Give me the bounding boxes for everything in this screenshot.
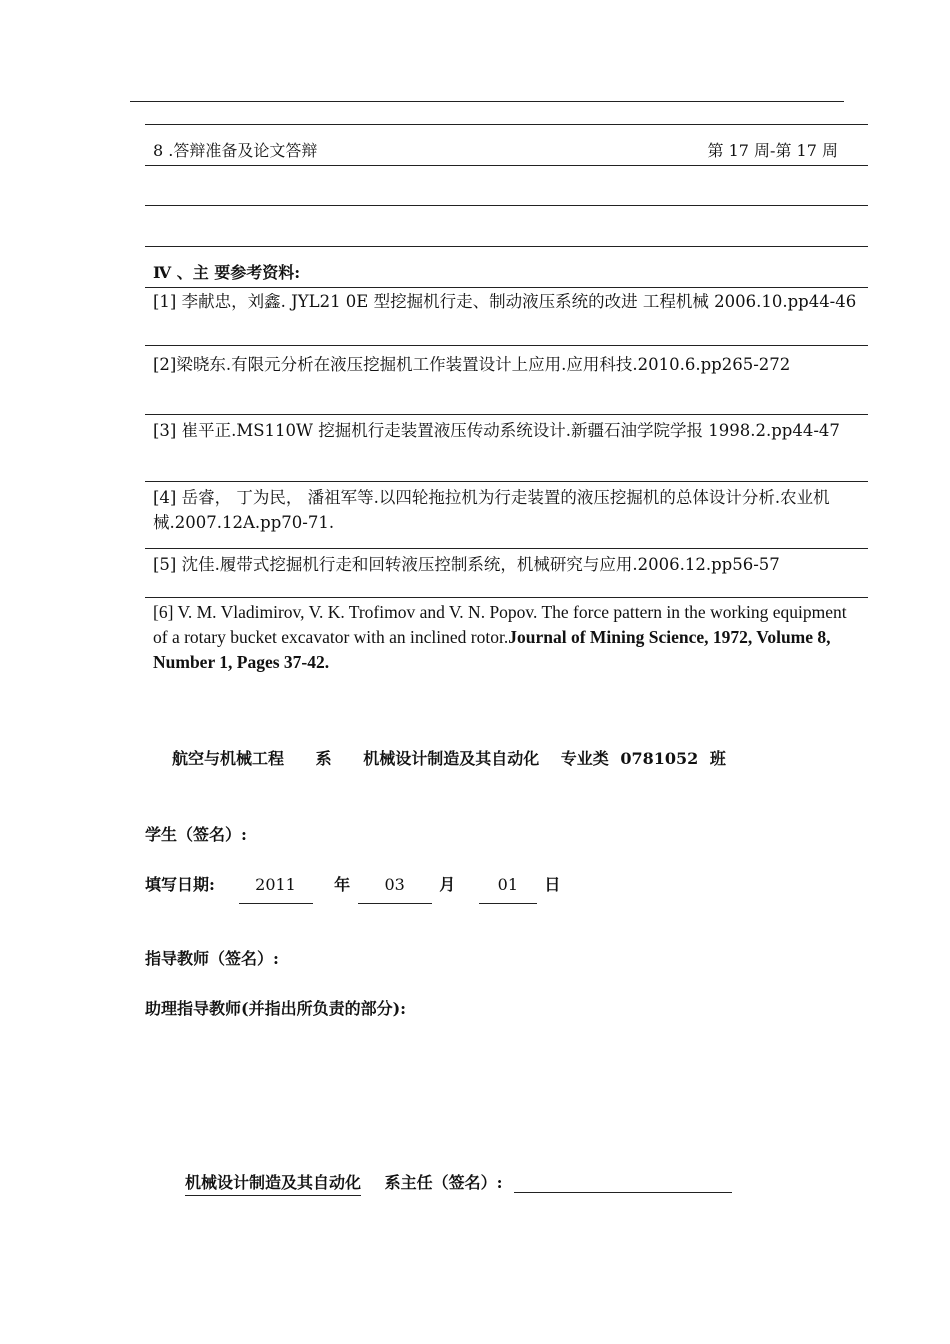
student-signature-label: 学生（签名）:: [145, 825, 247, 844]
reference-6: [153, 600, 861, 675]
header-rule: [130, 101, 844, 102]
table-rule: [145, 165, 868, 166]
table-rule: [145, 124, 868, 125]
reference-1: [1] 李献忠，刘鑫. JYL21 0E 型挖掘机行走、制动液压系统的改进 工程机械 2006.10.pp44-46: [153, 292, 857, 311]
table-rule: [145, 414, 868, 415]
table-rule: [145, 345, 868, 346]
table-rule: [145, 205, 868, 206]
reference-3: [3] 崔平正.MS110W 挖掘机行走装置液压传动系统设计.新疆石油学院学报 1998.2.pp44-47: [153, 421, 840, 440]
table-rule: [145, 548, 868, 549]
teacher-signature-label: 指导教师（签名）:: [145, 949, 279, 968]
assistant-teacher-label: 助理指导教师(并指出所负责的部分):: [145, 999, 407, 1018]
date-month: 03: [358, 875, 432, 904]
reference-5: [5] 沈佳.履带式挖掘机行走和回转液压控制系统，机械研究与应用.2006.12.pp56-57: [153, 555, 780, 574]
reference-6-text: [6] V. M. Vladimirov, V. K. Trofimov and V. N. Popov. The force pattern in the working equipment of a rotary bucket excavator with an inclined rotor.: [153, 602, 847, 647]
table-rule: [145, 481, 868, 482]
references-heading: Ⅳ 、主 要参考资料:: [153, 263, 301, 282]
reference-4: [4] 岳睿， 丁为民， 潘祖军等.以四轮拖拉机为行走装置的液压挖掘机的总体设计分析.农业机械.2007.12A.pp70-71.: [153, 488, 830, 532]
reference-2: [2]梁晓东.有限元分析在液压挖掘机工作装置设计上应用.应用科技.2010.6.pp265-272: [153, 355, 791, 374]
department-line: [172, 746, 726, 769]
dept-head-label: 系主任（签名）:: [384, 1173, 503, 1192]
date-day: 01: [479, 875, 537, 904]
schedule-row-8: [145, 126, 868, 166]
dept-head-signature-blank: [514, 1173, 732, 1193]
day-unit: 日: [544, 875, 561, 894]
table-rule: [145, 246, 868, 247]
reference-6-journal: Journal of Mining Science, 1972, Volume 8, Number 1, Pages 37-42.: [153, 627, 831, 672]
year-unit: 年: [334, 875, 351, 894]
major-name: 机械设计制造及其自动化: [363, 749, 540, 768]
table-rule: [145, 287, 868, 288]
dept-head-major: 机械设计制造及其自动化: [185, 1170, 361, 1196]
date-label: 填写日期:: [145, 875, 215, 894]
dept-head-line: [185, 1170, 732, 1196]
table-rule: [145, 597, 868, 598]
date-year: 2011: [239, 875, 313, 904]
date-field: [145, 872, 560, 904]
department-name: 航空与机械工程: [172, 749, 285, 768]
major-suffix: 专业类: [560, 749, 609, 768]
department-suffix: 系: [315, 749, 332, 768]
class-number: 0781052: [620, 749, 699, 768]
schedule-weeks: 第 17 周-第 17 周: [707, 141, 838, 160]
month-unit: 月: [439, 875, 456, 894]
class-suffix: 班: [709, 749, 726, 768]
schedule-task: 8 .答辩准备及论文答辩: [153, 141, 318, 160]
